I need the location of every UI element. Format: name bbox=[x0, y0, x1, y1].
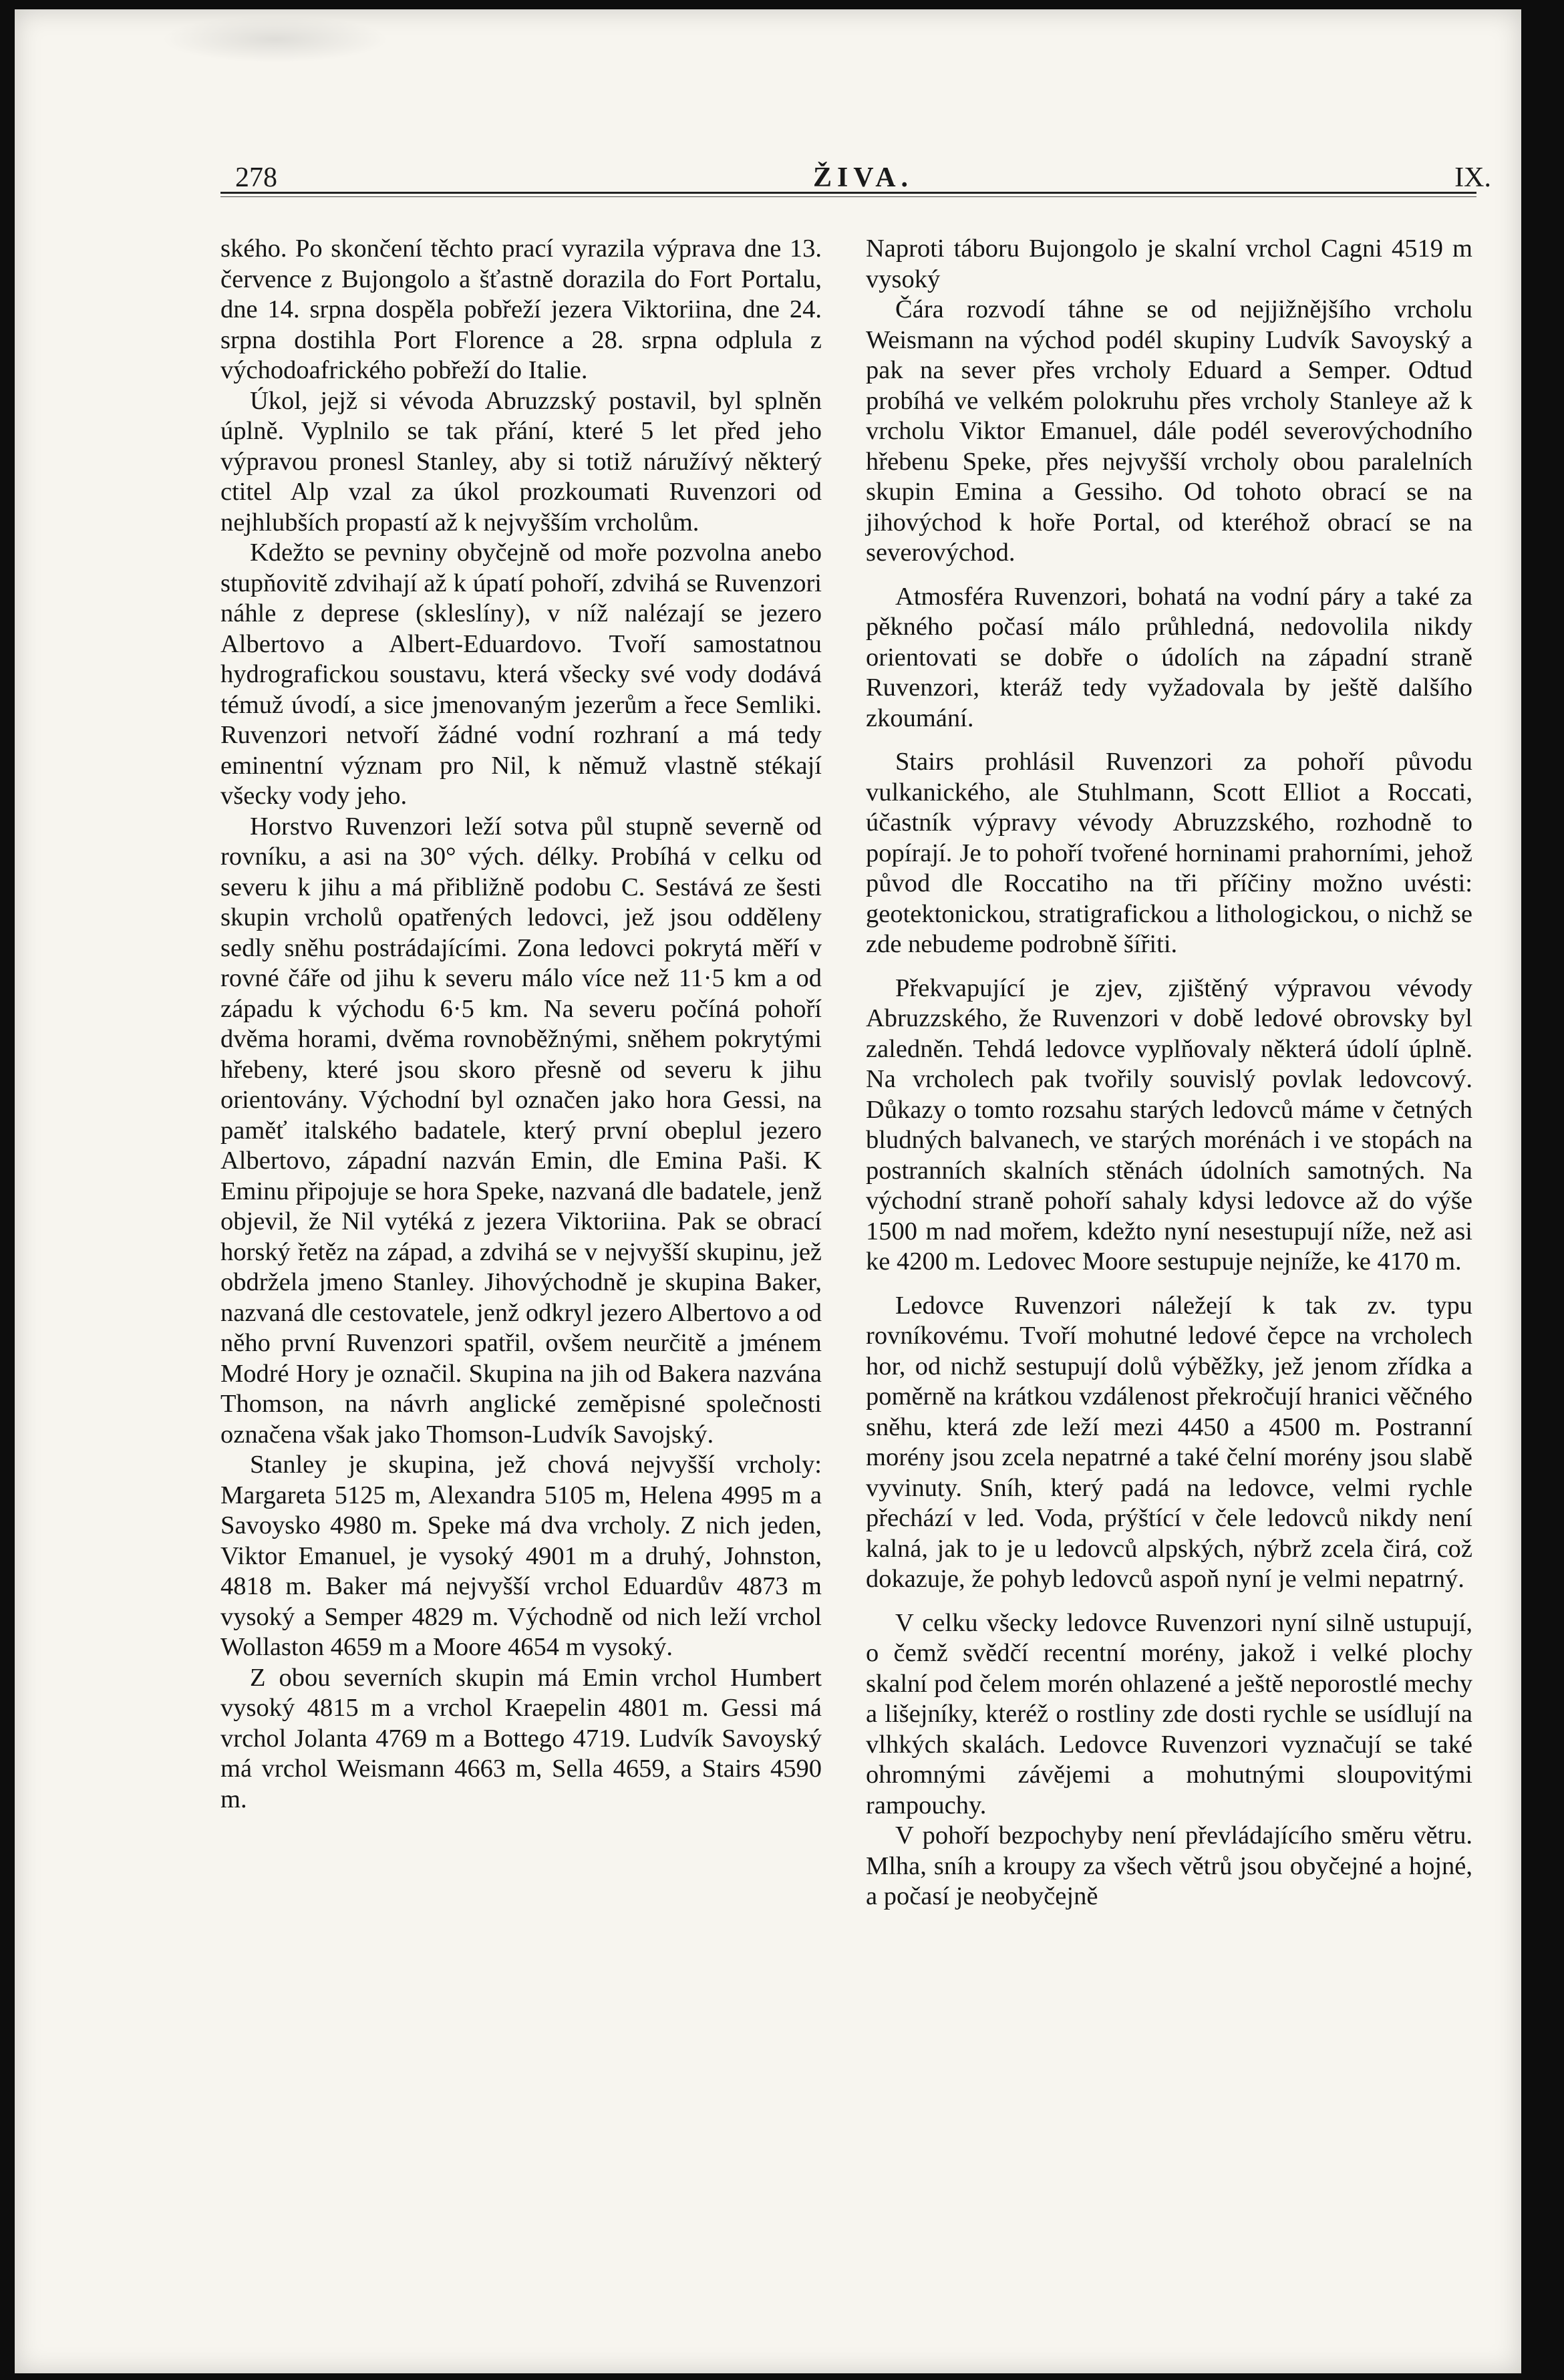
paragraph: Stanley je skupina, jež chová nejvyšší vrcholy: Margareta 5125 m, Alexandra 5105 m, Helena 4995 m a Savoysko 4980 m. Speke má dva vrcholy. Z nich jeden, Viktor Emanuel, je vysoký 4901 m a druhý, Johnston, 4818 m. Baker má nejvyšší vrchol Eduardův 4873 m vysoký a Semper 4829 m. Východně od nich leží vrchol Wollaston 4659 m a Moore 4654 m vysoký. bbox=[220, 1451, 822, 1661]
paragraph: Z obou severních skupin má Emin vrchol Humbert vysoký 4815 m a vrchol Kraepelin 4801 m. Gessi má vrchol Jolanta 4769 m a Bottego 4719. Ludvík Savoyský má vrchol Weismann 4663 m, Sella 4659, a Stairs 4590 m. bbox=[220, 1663, 822, 1813]
paragraph: Čára rozvodí táhne se od nejjižnějšího vrcholu Weismann na východ podél skupiny Ludvík Savoyský a pak na sever přes vrcholy Eduard a Semper. Odtud probíhá ve velkém polokruhu přes vrcholy Stanleye až k vrcholu Viktor Emanuel, dále podél severovýchodního hřebenu Speke, přes nejvyšší vrcholy obou paralelních skupin Emina a Gessiho. Od tohoto obrací se na jihovýchod k hoře Portal, od kteréhož obrací se na severovýchod. bbox=[866, 295, 1472, 567]
paragraph: Ledovce Ruvenzori náležejí k tak zv. typu rovníkovému. Tvoří mohutné ledové čepce na vrcholech hor, od nichž sestupují dolů výběžky, jež jenom zřídka a poměrně na krátkou vzdálenost překročují hranici věčného sněhu, která zde leží mezi 4450 a 4500 m. Postranní morény jsou zcela nepatrné a také čelní morény jsou slabě vyvinuty. Sníh, který padá na ledovce, velmi rychle přechází v led. Voda, prýštící v čele ledovců nikdy není kalná, jak to je u ledovců alpských, nýbrž zcela čirá, což dokazuje, že pohyb ledovců aspoň nyní je velmi nepatrný. bbox=[866, 1291, 1472, 1593]
running-header bbox=[235, 162, 1491, 208]
right-column bbox=[866, 234, 1472, 1912]
header-rule-thin bbox=[220, 196, 1476, 197]
page-number: 278 bbox=[235, 162, 277, 193]
paragraph: Úkol, jejž si vévoda Abruzzský postavil, byl splněn úplně. Vyplnilo se tak přání, které 5 let před jeho výpravou pronesl Stanley, aby si totiž náružívý některý ctitel Alp vzal za úkol prozkoumati Ruvenzori od nejhlubších propastí až k nejvyšším vrcholům. bbox=[220, 386, 822, 537]
paragraph: V celku všecky ledovce Ruvenzori nyní silně ustupují, o čemž svědčí recentní morény, jakož i velké plochy skalní pod čelem morén ohlazené a ještě neporostlé mechy a lišejníky, kteréž o rostliny zde dosti rychle se usídlují na vlhkých skalách. Ledovce Ruvenzori vyznačují se také ohromnými závějemi a mohutnými sloupovitými rampouchy. bbox=[866, 1608, 1472, 1819]
paragraph: ského. Po skončení těchto prací vyrazila výprava dne 13. července z Bujongolo a šťastně dorazila do Fort Portalu, dne 14. srpna dospěla pobřeží jezera Viktoriina, dne 24. srpna dostihla Port Florence a 28. srpna odplula z východoafrického pobřeží do Italie. bbox=[220, 235, 822, 384]
paragraph: Atmosféra Ruvenzori, bohatá na vodní páry a také za pěkného počasí málo průhledná, nedovolila nikdy orientovati se dobře o údolích na západní straně Ruvenzori, kteráž tedy vyžadovala by ještě dalšího zkoumání. bbox=[866, 582, 1472, 732]
issue-number: IX. bbox=[1454, 162, 1491, 193]
header-rule bbox=[220, 192, 1476, 194]
paragraph: V pohoří bezpochyby není převládajícího směru větru. Mlha, sníh a kroupy za všech větrů jsou obyčejné a hojné, a počasí je neobyčejně bbox=[866, 1821, 1472, 1910]
paragraph: Stairs prohlásil Ruvenzori za pohoří původu vulkanického, ale Stuhlmann, Scott Elliot a Roccati, účastník výpravy vévody Abruzzského, rozhodně to popírají. Je to pohoří tvořené horninami prahorními, jehož původ dle Roccatiho na tři příčiny možno uvésti: geotektonickou, stratigrafickou a lithologickou, o nichž se zde nebudeme podrobně šířiti. bbox=[866, 748, 1472, 958]
paragraph: Kdežto se pevniny obyčejně od moře pozvolna anebo stupňovitě zdvihají až k úpatí pohoří, zdvihá se Ruvenzori náhle z deprese (skleslíny), v níž nalézají se jezero Albertovo a Albert-Eduardovo. Tvoří samostatnou hydrografickou soustavu, která všecky své vody dodává témuž úvodí, a sice jmenovaným jezerům a řece Semliki. Ruvenzori netvoří žádné vodní rozhraní a má tedy eminentní význam pro Nil, k němuž vlastně stékají všecky vody jeho. bbox=[220, 539, 822, 810]
page-stain bbox=[162, 16, 389, 63]
paragraph: Naproti táboru Bujongolo je skalní vrchol Cagni 4519 m vysoký bbox=[866, 235, 1472, 293]
left-column bbox=[220, 234, 822, 1815]
paragraph: Překvapující je zjev, zjištěný výpravou vévody Abruzzského, že Ruvenzori v době ledové obrovsky byl zaledněn. Tehdá ledovce vyplňovaly některá údolí úplně. Na vrcholech pak tvořily souvislý povlak ledovcový. Důkazy o tomto rozsahu starých ledovců máme v četných bludných balvanech, ve starých morénách i ve stopách na postranních skalních stěnách údolních samotných. Na východní straně pohoří sahaly kdysi ledovce až do výše 1500 m nad mořem, kdežto nyní nesestupují níže, než asi ke 4200 m. Ledovec Moore sestupuje nejníže, ke 4170 m. bbox=[866, 974, 1472, 1276]
journal-title: ŽIVA. bbox=[812, 162, 914, 193]
paragraph: Horstvo Ruvenzori leží sotva půl stupně severně od rovníku, a asi na 30° vých. délky. Probíhá v celku od severu k jihu a má přibližně podobu C. Sestává ze šesti skupin vrcholů opatřených ledovci, jež jsou odděleny sedly sněhu postrádajícími. Zona ledovci pokrytá měří v rovné čáře od jihu k severu málo více než 11·5 km a od západu k východu 6·5 km. Na severu počíná pohoří dvěma horami, dvěma rovnoběžnými, sněhem pokrytými hřebeny, které jsou skoro přesně od severu k jihu orientovány. Východní byl označen jako hora Gessi, na paměť italského badatele, který první obeplul jezero Albertovo, západní nazván Emin, dle Emina Paši. K Eminu připojuje se hora Speke, nazvaná dle badatele, jenž objevil, že Nil vytéká z jezera Viktoriina. Pak se obrací horský řetěz na západ, a zdvihá se v nejvyšší skupinu, jež obdržela jmeno Stanley. Jihovýchodně je skupina Baker, nazvaná dle cestovatele, jenž odkryl jezero Albertovo a od něho první Ruvenzori spatřil, ovšem neurčitě a jménem Modré Hory je označil. Skupina na jih od Bakera nazvána Thomson, na návrh anglické zeměpisné společnosti označena však jako Thomson-Ludvík Savojský. bbox=[220, 812, 822, 1449]
